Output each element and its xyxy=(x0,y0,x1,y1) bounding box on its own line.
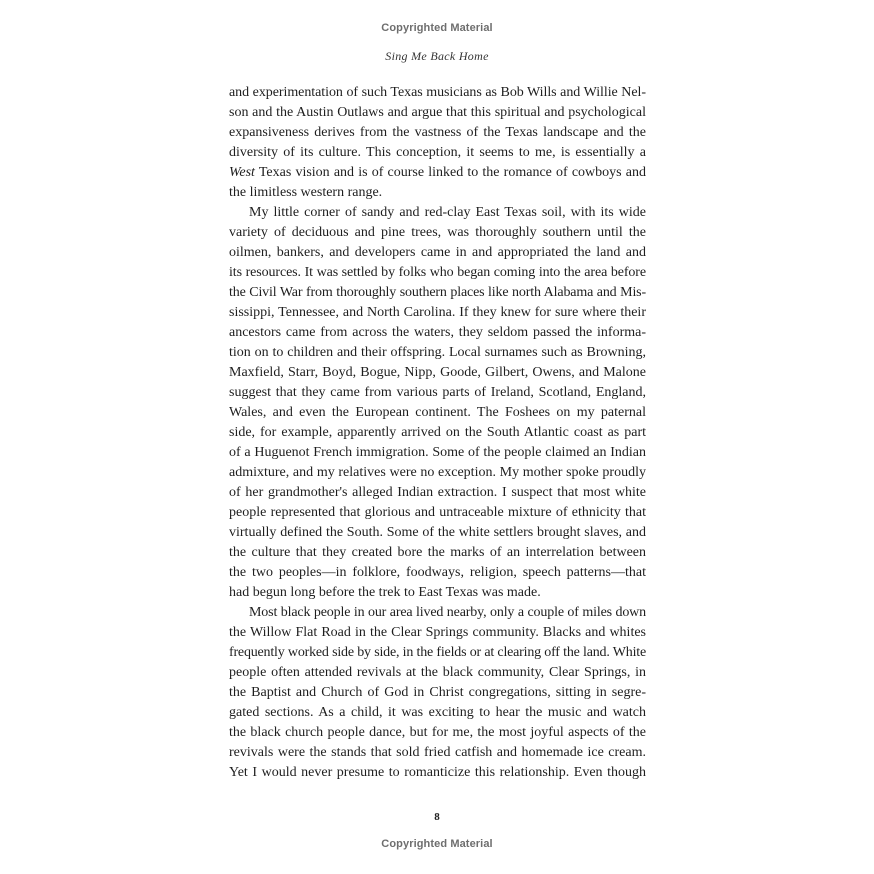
text-line: tion on to children and their offspring. Local surnames such as Browning, xyxy=(229,345,646,360)
text-line: oilmen, bankers, and developers came in and appropriated the land and xyxy=(229,245,646,260)
text-line: Maxfield, Starr, Boyd, Bogue, Nipp, Goode, Gilbert, Owens, and Malone xyxy=(229,365,646,380)
text-line-rest: Texas vision and is of course linked to the romance of cowboys and xyxy=(258,165,646,180)
text-line: Wales, and even the European continent. The Foshees on my paternal xyxy=(229,405,646,420)
text-line: the culture that they created bore the marks of an interrelation between xyxy=(229,545,646,560)
text-line xyxy=(229,163,646,183)
text-line: the limitless western range. xyxy=(229,185,383,200)
text-line: its resources. It was settled by folks who began coming into the area before xyxy=(229,265,646,280)
text-line: ancestors came from across the waters, they seldom passed the informa- xyxy=(229,325,646,340)
paragraph-first-line: My little corner of sandy and red-clay East Texas soil, with its wide xyxy=(249,205,646,220)
page-number: 8 xyxy=(434,811,440,823)
text-line: the Willow Flat Road in the Clear Springs community. Blacks and whites xyxy=(229,625,646,640)
text-line: of a Huguenot French immigration. Some of the people claimed an Indian xyxy=(229,445,646,460)
text-line: the two peoples—in folklore, foodways, religion, speech patterns—that xyxy=(229,565,646,580)
text-line: virtually defined the South. Some of the white settlers brought slaves, and xyxy=(229,525,646,540)
text-line: the Civil War from thoroughly southern places like north Alabama and Mis- xyxy=(229,285,646,300)
text-line: people represented that glorious and untraceable mixture of ethnicity that xyxy=(229,505,646,520)
paragraph-first-line: Most black people in our area lived nearby, only a couple of miles down xyxy=(249,605,646,620)
text-line: had begun long before the trek to East Texas was made. xyxy=(229,585,541,600)
text-line: of her grandmother's alleged Indian extraction. I suspect that most white xyxy=(229,485,646,500)
body-text xyxy=(229,83,646,783)
text-line: frequently worked side by side, in the fields or at clearing off the land. White xyxy=(229,645,646,660)
text-line: expansiveness derives from the vastness of the Texas landscape and the xyxy=(229,125,646,140)
text-line: suggest that they came from various parts of Ireland, Scotland, England, xyxy=(229,385,646,400)
text-line: diversity of its culture. This conception, it seems to me, is essentially a xyxy=(229,145,646,160)
text-line: the black church people dance, but for me, the most joyful aspects of the xyxy=(229,725,646,740)
copyright-watermark-top: Copyrighted Material xyxy=(381,22,493,34)
text-line: variety of deciduous and pine trees, was thoroughly southern until the xyxy=(229,225,646,240)
text-line: people often attended revivals at the black community, Clear Springs, in xyxy=(229,665,646,680)
text-line: Yet I would never presume to romanticize this relationship. Even though xyxy=(229,765,646,780)
text-line: sissippi, Tennessee, and North Carolina. If they knew for sure where their xyxy=(229,305,646,320)
text-line: son and the Austin Outlaws and argue that this spiritual and psychological xyxy=(229,105,646,120)
text-line: the Baptist and Church of God in Christ congregations, sitting in segre- xyxy=(229,685,646,700)
text-line: revivals were the stands that sold fried catfish and homemade ice cream. xyxy=(229,745,646,760)
text-line: side, for example, apparently arrived on the South Atlantic coast as part xyxy=(229,425,646,440)
text-line: admixture, and my relatives were no exception. My mother spoke proudly xyxy=(229,465,646,480)
text-line: and experimentation of such Texas musicians as Bob Wills and Willie Nel- xyxy=(229,85,646,100)
italic-emphasis: West xyxy=(229,165,255,180)
running-head: Sing Me Back Home xyxy=(385,49,489,63)
copyright-watermark-bottom: Copyrighted Material xyxy=(381,838,493,850)
text-line: gated sections. As a child, it was exciting to hear the music and watch xyxy=(229,705,646,720)
